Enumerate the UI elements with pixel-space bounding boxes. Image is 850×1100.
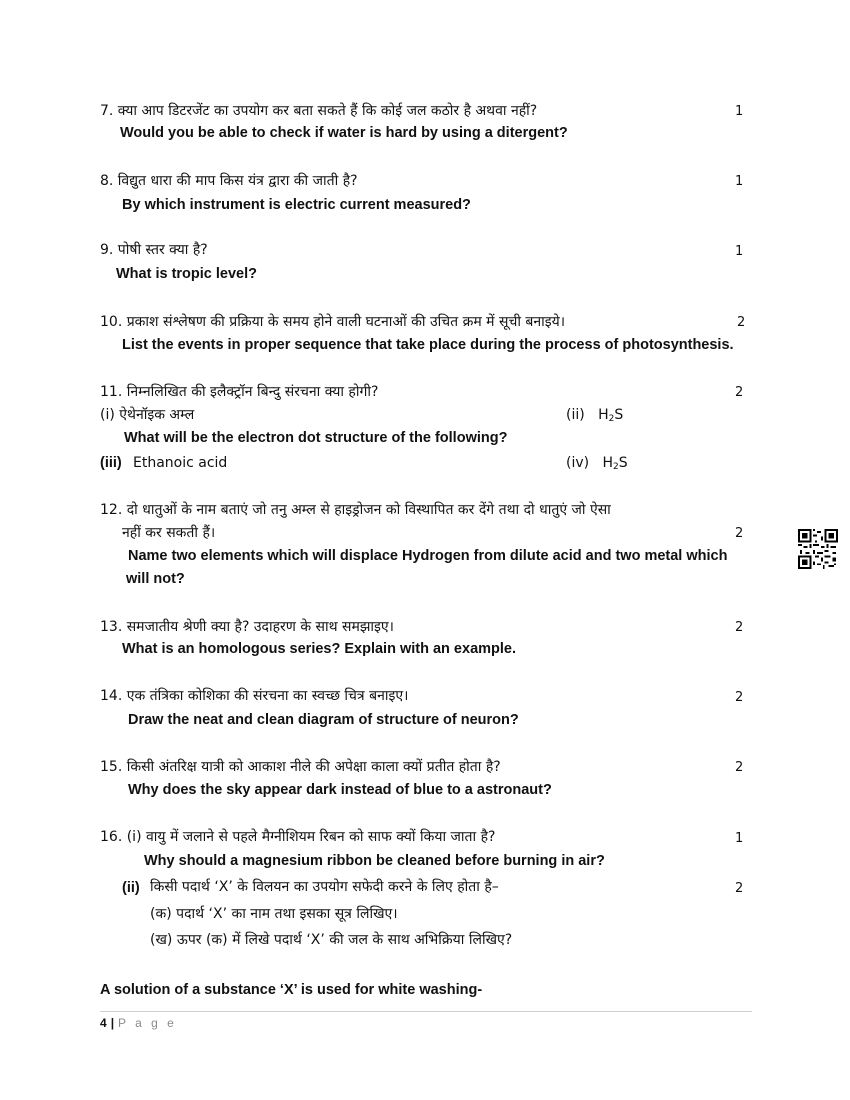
q14-mark: 2	[735, 690, 744, 705]
q8-mark: 1	[735, 174, 744, 189]
formula-subscript: 2	[608, 414, 615, 424]
q9-hi: 9. पोषी स्तर क्या है?	[100, 242, 208, 258]
q16-ka: (क) पदार्थ ‘X’ का नाम तथा इसका सूत्र लिखिए।	[150, 906, 398, 922]
q12-en1: Name two elements which will displace Hydrogen from dilute acid and two metal which	[128, 548, 728, 564]
q16-ii: किसी पदार्थ ‘X’ के विलयन का उपयोग सफेदी करने के लिए होता है–	[150, 879, 499, 895]
formula-tail: S	[618, 455, 628, 471]
q11-en: What will be the electron dot structure of the following?	[124, 430, 508, 446]
q15-en: Why does the sky appear dark instead of blue to a astronaut?	[128, 782, 552, 798]
q16-en2: A solution of a substance ‘X’ is used for white washing-	[100, 982, 483, 998]
page-label: P a g e	[118, 1016, 177, 1030]
q13-mark: 2	[735, 620, 744, 635]
qr-code-icon	[798, 529, 838, 569]
q7-en: Would you be able to check if water is hard by using a ditergent?	[120, 125, 568, 141]
q9-mark: 1	[735, 244, 744, 259]
footer-separator: |	[110, 1016, 115, 1030]
q10-hi: 10. प्रकाश संश्लेषण की प्रक्रिया के समय होने वाली घटनाओं की उचित क्रम में सूची बनाइये।	[100, 314, 566, 330]
q15-hi: 15. किसी अंतरिक्ष यात्री को आकाश नीले की अपेक्षा काला क्यों प्रतीत होता है?	[100, 759, 501, 775]
formula-base: H	[598, 407, 609, 423]
q8-en: By which instrument is electric current measured?	[122, 197, 471, 213]
q7-mark: 1	[735, 104, 744, 119]
q11-i: (i) ऐथेनॉइक अम्ल	[100, 407, 195, 423]
q8-hi: 8. विद्युत धारा की माप किस यंत्र द्वारा की जाती है?	[100, 173, 358, 189]
formula-tail: S	[614, 407, 624, 423]
q15-mark: 2	[735, 760, 744, 775]
page-footer	[100, 1016, 177, 1030]
q9-en: What is tropic level?	[116, 266, 257, 282]
q10-en: List the events in proper sequence that take place during the process of photosynthesis.	[122, 337, 734, 353]
q16-ii-num: (ii)	[122, 880, 140, 896]
footer-divider	[100, 1011, 752, 1012]
q11-ii	[566, 408, 623, 424]
q13-en: What is an homologous series? Explain with an example.	[122, 641, 516, 657]
formula-subscript: 2	[613, 462, 619, 472]
q16-mark1: 1	[735, 831, 744, 846]
q13-hi: 13. समजातीय श्रेणी क्या है? उदाहरण के साथ समझाइए।	[100, 619, 394, 635]
q14-en: Draw the neat and clean diagram of structure of neuron?	[128, 712, 519, 728]
q11-mark: 2	[735, 385, 744, 400]
q7-hi: 7. क्या आप डिटरजेंट का उपयोग कर बता सकते हैं कि कोई जल कठोर है अथवा नहीं?	[100, 103, 538, 119]
q12-en2: will not?	[126, 571, 185, 587]
q11-iv	[566, 456, 628, 472]
formula-label: (iv)	[566, 455, 590, 471]
q16-en: Why should a magnesium ribbon be cleaned before burning in air?	[144, 853, 605, 869]
formula-label: (ii)	[566, 407, 585, 423]
q16-hi: 16. (i) वायु में जलाने से पहले मैग्नीशियम रिबन को साफ क्यों किया जाता है?	[100, 829, 496, 845]
q14-hi: 14. एक तंत्रिका कोशिका की संरचना का स्वच्छ चित्र बनाइए।	[100, 688, 409, 704]
q12-hi1: 12. दो धातुओं के नाम बताएं जो तनु अम्ल से हाइड्रोजन को विस्थापित कर देंगे तथा दो धातुएं जो ऐसा	[100, 502, 611, 518]
formula-base: H	[602, 455, 613, 471]
q10-mark: 2	[737, 315, 746, 330]
q16-kha: (ख) ऊपर (क) में लिखे पदार्थ ‘X’ की जल के साथ अभिक्रिया लिखिए?	[150, 932, 513, 948]
q12-mark: 2	[735, 526, 744, 541]
q11-iii: Ethanoic acid	[133, 455, 228, 471]
q12-hi2: नहीं कर सकती हैं।	[122, 525, 216, 541]
q11-iii-num: (iii)	[100, 455, 122, 471]
q11-hi: 11. निम्नलिखित की इलैक्ट्रॉन बिन्दु संरचना क्या होगी?	[100, 384, 379, 400]
q16-mark2: 2	[735, 881, 744, 896]
page-number: 4	[100, 1016, 107, 1030]
